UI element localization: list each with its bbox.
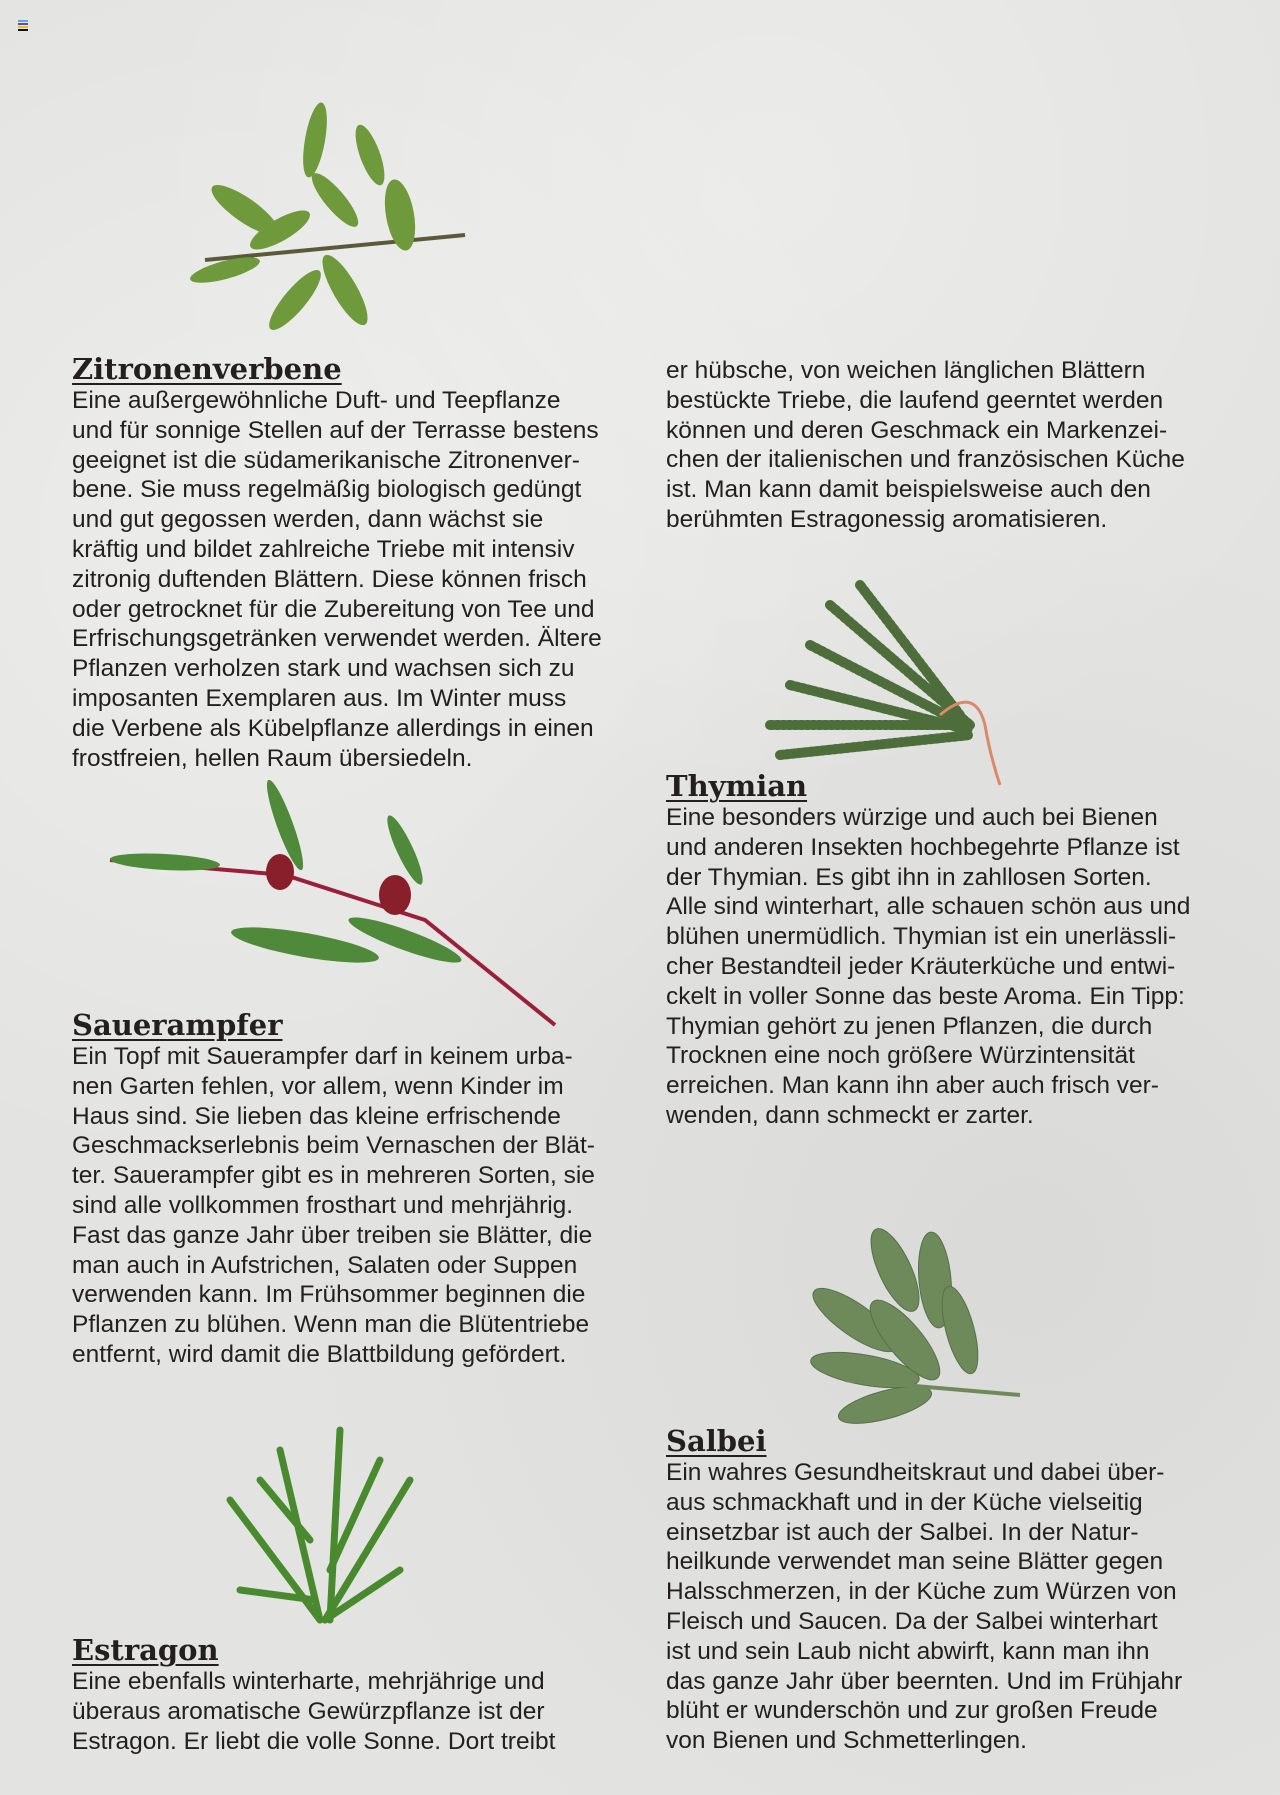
body-text-line: zitronig duftenden Blättern. Diese können frisch bbox=[72, 565, 587, 593]
body-text-line: blühen unermüdlich. Thymian ist ein unerlässli- bbox=[666, 923, 1177, 951]
body-text-line: man auch in Aufstrichen, Salaten oder Suppen bbox=[72, 1251, 578, 1279]
body-text-line: und gut gegossen werden, dann wächst sie bbox=[72, 506, 544, 534]
body-text-line: chen der italienischen und französischen Küche bbox=[666, 446, 1185, 474]
body-text-line: blüht er wunderschön und zur großen Freude bbox=[666, 1697, 1158, 1725]
body-text-line: überaus aromatische Gewürzpflanze ist der bbox=[72, 1697, 545, 1725]
thymian-image bbox=[760, 575, 1020, 790]
body-text-line: Pflanzen verholzen stark und wachsen sich zu bbox=[72, 655, 575, 683]
body-text-line: Alle sind winterhart, alle schauen schön aus und bbox=[666, 893, 1191, 921]
body-text-line: Eine ebenfalls winterharte, mehrjährige und bbox=[72, 1668, 545, 1695]
body-text-line: heilkunde verwendet man seine Blätter gegen bbox=[666, 1548, 1164, 1576]
body-text-line: Fast das ganze Jahr über treiben sie Blätter, die bbox=[72, 1221, 593, 1249]
body-text-line: ter. Sauerampfer gibt es in mehreren Sorten, sie bbox=[72, 1162, 595, 1190]
section-title: Estragon bbox=[72, 1633, 219, 1667]
body-text-line: wenden, dann schmeckt er zarter. bbox=[666, 1101, 1034, 1129]
body-text-line: bene. Sie muss regelmäßig biologisch gedüngt bbox=[72, 476, 582, 504]
body-text-line: Ein Topf mit Sauerampfer darf in keinem urba- bbox=[72, 1043, 573, 1070]
body-text-line: einsetzbar ist auch der Salbei. In der Natur- bbox=[666, 1518, 1139, 1546]
estragon-image bbox=[220, 1420, 440, 1635]
body-text-line: und für sonnige Stellen auf der Terrasse bestens bbox=[72, 416, 599, 444]
body-text-line: Estragon. Er liebt die volle Sonne. Dort treibt bbox=[72, 1727, 556, 1755]
section-estragon-continued bbox=[666, 356, 1246, 535]
body-text-line: berühmten Estragonessig aromatisieren. bbox=[666, 505, 1108, 533]
body-text-line: die Verbene als Kübelpflanze allerdings in einen bbox=[72, 714, 594, 742]
body-text-line: er hübsche, von weichen länglichen Blättern bbox=[666, 357, 1146, 384]
section-thymian bbox=[666, 769, 1246, 1131]
body-text-line: und anderen Insekten hochbegehrte Pflanze ist bbox=[666, 833, 1180, 861]
body-text-line: können und deren Geschmack ein Markenzei- bbox=[666, 416, 1168, 444]
body-text-line: geeignet ist die südamerikanische Zitronenver- bbox=[72, 446, 580, 474]
body-text-line: Ein wahres Gesundheitskraut und dabei über- bbox=[666, 1459, 1165, 1486]
body-text-line: Fleisch und Saucen. Da der Salbei winterhart bbox=[666, 1607, 1158, 1635]
body-text-line: Erfrischungsgetränken verwendet werden. Ältere bbox=[72, 625, 602, 653]
zitronenverbene-image bbox=[185, 100, 495, 335]
body-text-line: erreichen. Man kann ihn aber auch frisch ver- bbox=[666, 1072, 1159, 1100]
body-text-line: sind alle vollkommen frosthart und mehrjährig. bbox=[72, 1191, 574, 1219]
body-text-line: Trocknen eine noch größere Würzintensität bbox=[666, 1042, 1135, 1070]
body-text-line: nen Garten fehlen, vor allem, wenn Kinder im bbox=[72, 1072, 564, 1100]
body-text-line: der Thymian. Es gibt ihn in zahllosen Sorten. bbox=[666, 863, 1152, 891]
body-text-line: Eine besonders würzige und auch bei Bienen bbox=[666, 804, 1158, 831]
body-text-line: Thymian gehört zu jenen Pflanzen, die durch bbox=[666, 1012, 1153, 1040]
salbei-image bbox=[785, 1220, 1035, 1435]
body-text-line: entfernt, wird damit die Blattbildung gefördert. bbox=[72, 1340, 567, 1368]
sauerampfer-image bbox=[105, 780, 565, 1030]
body-text-line: imposanten Exemplaren aus. Im Winter muss bbox=[72, 684, 567, 712]
body-text-line: bestückte Triebe, die laufend geerntet werden bbox=[666, 386, 1164, 414]
body-text-line: aus schmackhaft und in der Küche vielseitig bbox=[666, 1488, 1143, 1516]
section-title: Sauerampfer bbox=[72, 1008, 283, 1042]
body-text-line: das ganze Jahr über beernten. Und im Frühjahr bbox=[666, 1667, 1183, 1695]
body-text-line: Geschmackserlebnis beim Vernaschen der Blät- bbox=[72, 1132, 595, 1160]
body-text-line: von Bienen und Schmetterlingen. bbox=[666, 1727, 1027, 1755]
section-title: Thymian bbox=[666, 769, 808, 803]
section-zitronenverbene bbox=[72, 352, 652, 773]
logo-icon bbox=[18, 20, 28, 30]
body-text-line: Eine außergewöhnliche Duft- und Teepflanze bbox=[72, 387, 561, 414]
body-text-line: Haus sind. Sie lieben das kleine erfrischende bbox=[72, 1102, 561, 1130]
body-text-line: oder getrocknet für die Zubereitung von Tee und bbox=[72, 595, 595, 623]
section-title: Salbei bbox=[666, 1424, 767, 1458]
section-estragon bbox=[72, 1633, 652, 1756]
section-title: Zitronenverbene bbox=[72, 352, 342, 386]
body-text-line: Pflanzen zu blühen. Wenn man die Blütentriebe bbox=[72, 1311, 590, 1339]
body-text-line: ist. Man kann damit beispielsweise auch den bbox=[666, 476, 1151, 504]
body-text-line: ckelt in voller Sonne das beste Aroma. Ein Tipp: bbox=[666, 982, 1185, 1010]
body-text-line: cher Bestandteil jeder Kräuterküche und entwi- bbox=[666, 952, 1176, 980]
body-text-line: kräftig und bildet zahlreiche Triebe mit intensiv bbox=[72, 535, 575, 563]
body-text-line: Halsschmerzen, in der Küche zum Würzen von bbox=[666, 1578, 1177, 1606]
body-text-line: verwenden kann. Im Frühsommer beginnen die bbox=[72, 1281, 586, 1309]
section-salbei bbox=[666, 1424, 1246, 1756]
body-text-line: frostfreien, hellen Raum übersiedeln. bbox=[72, 744, 473, 772]
body-text-line: ist und sein Laub nicht abwirft, kann man ihn bbox=[666, 1637, 1150, 1665]
section-sauerampfer bbox=[72, 1008, 652, 1370]
